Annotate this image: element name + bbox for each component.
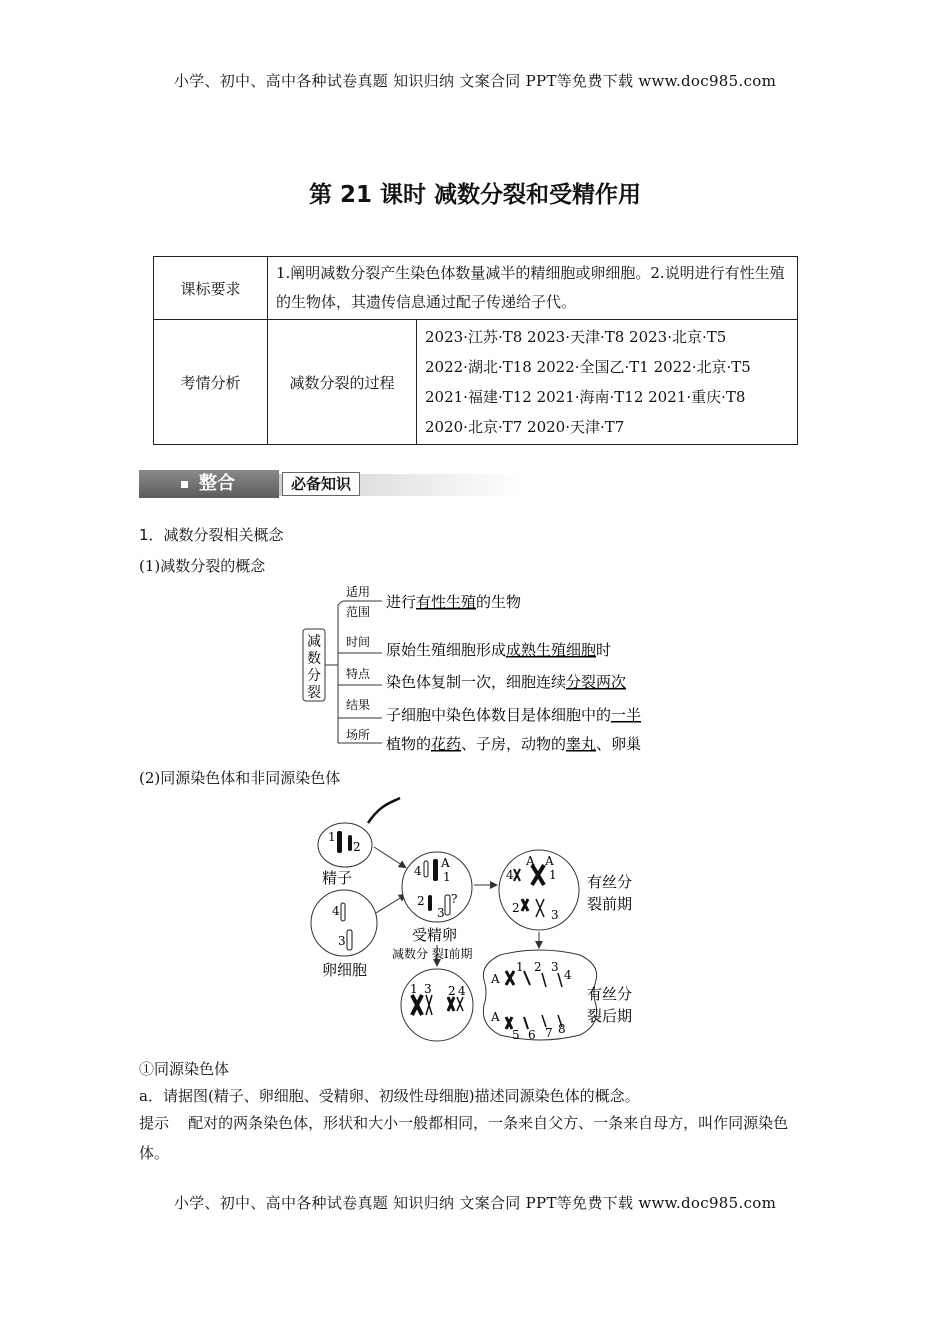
chromosome <box>347 930 352 950</box>
arrow <box>376 895 405 913</box>
concept-root-char: 数 <box>307 651 321 667</box>
prophase-label: 裂前期 <box>587 895 633 913</box>
prophase-label: 有丝分 <box>587 873 633 891</box>
label: 5 <box>512 1028 520 1042</box>
concept-item: 子细胞中染色体数目是体细胞中的一半 <box>386 706 642 724</box>
label: 1 <box>516 960 524 974</box>
chromosome <box>337 831 342 853</box>
label: 2 <box>353 840 361 854</box>
square-bullet-icon <box>181 481 188 488</box>
exam-analysis-label: 考情分析 <box>154 320 268 445</box>
label: 4 <box>564 968 572 982</box>
label: 1 <box>328 830 336 844</box>
curriculum-text: 1.阐明减数分裂产生染色体数量减半的精细胞或卵细胞。2.说明进行有性生殖的生物体，其遗传信息通过配子传递给子代。 <box>268 257 798 320</box>
exam-topic: 减数分裂的过程 <box>268 320 417 445</box>
arrow <box>374 847 405 867</box>
section-banner <box>139 470 521 500</box>
anaphase-label: 有丝分 <box>587 985 633 1003</box>
requirements-table <box>153 256 798 445</box>
exam-list <box>417 320 798 445</box>
branch-label: 范围 <box>346 605 371 619</box>
chromosome <box>445 895 450 915</box>
section-label: 必备知识 <box>282 472 360 496</box>
label: 4 <box>414 864 422 878</box>
label: 4 <box>506 868 514 882</box>
branch-label: 适用 <box>346 585 371 599</box>
label: 1 <box>443 870 451 884</box>
concept-root-char: 减 <box>307 634 321 650</box>
point-1: ①同源染色体 <box>139 1060 230 1078</box>
label: 6 <box>528 1028 536 1042</box>
label: 2 <box>534 960 542 974</box>
label: 4 <box>458 984 466 998</box>
concept-brace <box>325 605 338 743</box>
chromosome <box>348 835 352 851</box>
branch-label: 结果 <box>346 698 371 712</box>
anaphase-label: 裂后期 <box>587 1007 633 1025</box>
page-title: 第 21 课时 减数分裂和受精作用 <box>308 182 642 208</box>
page-footer: 小学、初中、高中各种试卷真题 知识归纳 文案合同 PPT等免费下载 www.doc985.com <box>173 1194 777 1212</box>
concept-item: 原始生殖细胞形成成熟生殖细胞时 <box>386 641 612 659</box>
label: 2 <box>448 984 456 998</box>
label: A <box>545 854 554 868</box>
meiosis-concept-diagram <box>300 583 660 758</box>
chromosome <box>428 895 432 911</box>
exam-row: 2023·江苏·T8 2023·天津·T8 2023·北京·T5 <box>425 328 727 346</box>
label: A <box>491 972 500 986</box>
label: 4 <box>332 904 340 918</box>
concept-root-char: 裂 <box>307 685 321 701</box>
label: 3 <box>424 982 432 996</box>
hint-label: 提示 <box>139 1114 170 1132</box>
label: 2 <box>512 901 520 915</box>
label: 1 <box>549 868 557 882</box>
prophase-cell <box>499 850 579 930</box>
sperm-cell <box>318 823 372 867</box>
subheading-2: (2)同源染色体和非同源染色体 <box>139 769 341 787</box>
meiosis-label: 减数分 裂Ⅰ前期 <box>392 947 473 961</box>
concept-item: 染色体复制一次，细胞连续分裂两次 <box>386 673 627 691</box>
subheading-1: (1)减数分裂的概念 <box>139 557 266 575</box>
zygote-label: 受精卵 <box>412 926 458 944</box>
primary-meiocyte-cell <box>401 969 473 1041</box>
label: 7 <box>545 1026 553 1040</box>
curriculum-label: 课标要求 <box>154 257 268 320</box>
label: ? <box>451 892 458 906</box>
label: 2 <box>417 894 425 908</box>
question-a: a．请据图(精子、卵细胞、受精卵、初级性母细胞)描述同源染色体的概念。 <box>139 1087 640 1105</box>
chromosome <box>433 859 438 881</box>
concept-root-char: 分 <box>307 668 321 684</box>
branch-label: 场所 <box>346 728 371 742</box>
label: A <box>441 856 450 870</box>
chromosome <box>424 861 428 877</box>
label: 3 <box>338 934 346 948</box>
exam-row: 2020·北京·T7 2020·天津·T7 <box>425 418 625 436</box>
egg-label: 卵细胞 <box>322 961 368 979</box>
label: A <box>491 1010 500 1024</box>
section-tag: 整合 <box>139 470 279 498</box>
hint-paragraph <box>139 1108 814 1168</box>
label: 3 <box>551 908 559 922</box>
sperm-tail <box>368 798 400 823</box>
branch-label: 时间 <box>346 635 371 649</box>
sperm-label: 精子 <box>322 869 353 887</box>
heading-1: 1．减数分裂相关概念 <box>139 526 284 544</box>
label: A <box>526 854 535 868</box>
label: 8 <box>558 1022 566 1036</box>
concept-item: 进行有性生殖的生物 <box>386 593 522 611</box>
concept-item: 植物的花药、子房，动物的睾丸、卵巢 <box>386 735 642 753</box>
branch-label: 特点 <box>346 667 371 681</box>
label: 3 <box>437 906 445 920</box>
homologous-chromosome-figure <box>300 795 660 1045</box>
label: 3 <box>551 960 559 974</box>
label: 1 <box>410 982 418 996</box>
exam-row: 2022·湖北·T18 2022·全国乙·T1 2022·北京·T5 <box>425 358 751 376</box>
chromosome <box>341 903 345 921</box>
hint-text: 配对的两条染色体，形状和大小一般都相同，一条来自父方、一条来自母方，叫作同源染色体。 <box>139 1114 789 1162</box>
exam-row: 2021·福建·T12 2021·海南·T12 2021·重庆·T8 <box>425 388 746 406</box>
page-header: 小学、初中、高中各种试卷真题 知识归纳 文案合同 PPT等免费下载 www.doc985.com <box>173 72 777 90</box>
